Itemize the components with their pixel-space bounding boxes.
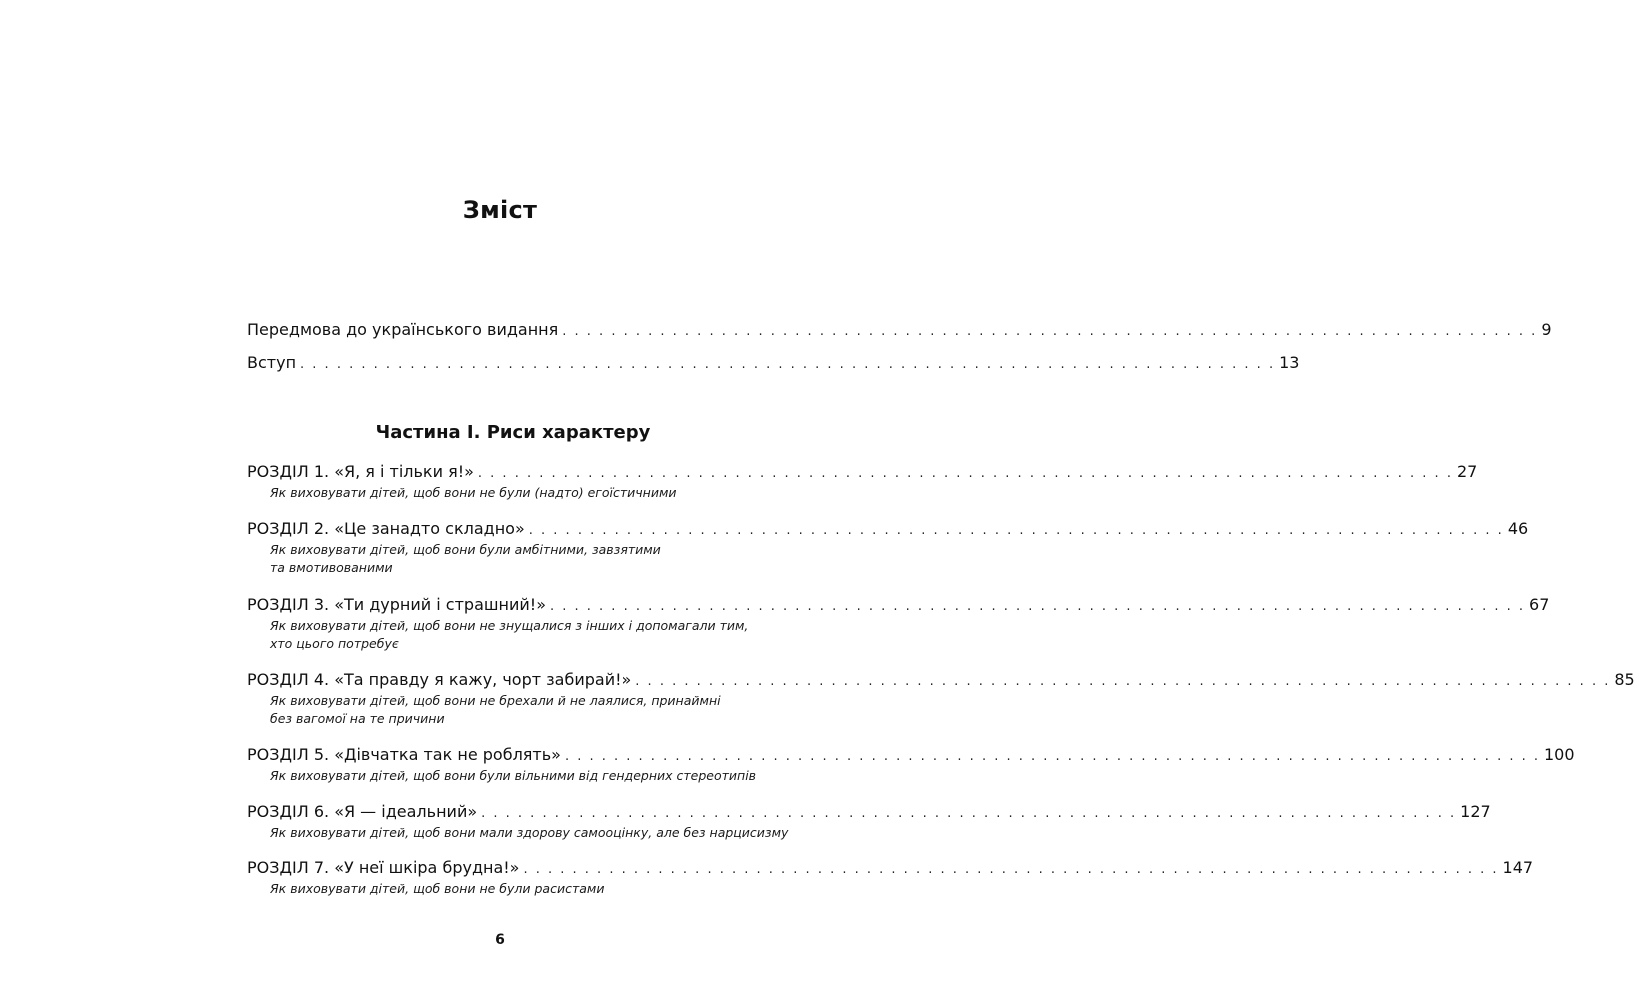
dot-leader: . . . . . . . . . . . . . . . . . . . . . . . . . . . . . . . . . . . . . . . . . . . . . . . . . . . . . . . . . . . . . . . . . . . . . . . . . . . . . . . . — [528, 523, 1504, 538]
dot-leader: . . . . . . . . . . . . . . . . . . . . . . . . . . . . . . . . . . . . . . . . . . . . . . . . . . . . . . . . . . . . . . . . . . . . . . . . . . . . . . . . — [523, 862, 1499, 877]
dot-leader: . . . . . . . . . . . . . . . . . . . . . . . . . . . . . . . . . . . . . . . . . . . . . . . . . . . . . . . . . . . . . . . . . . . . . . . . . . . . . . . . — [562, 324, 1538, 339]
toc-entry-preface[interactable] — [247, 320, 1552, 342]
toc-entry-label: РОЗДІЛ 7. «У неї шкіра брудна!» — [247, 858, 520, 877]
toc-entry-chapter-3[interactable] — [247, 595, 1550, 653]
toc-entry-label: РОЗДІЛ 2. «Це занадто складно» — [247, 519, 525, 538]
toc-entry-chapter-6[interactable] — [247, 802, 1491, 842]
toc-entry-introduction[interactable] — [247, 353, 1300, 375]
toc-entry-page: 100 — [1544, 745, 1575, 764]
dot-leader: . . . . . . . . . . . . . . . . . . . . . . . . . . . . . . . . . . . . . . . . . . . . . . . . . . . . . . . . . . . . . . . . . . . . . . . . . . . . . . . . — [564, 749, 1540, 764]
toc-entry-subtitle: Як виховувати дітей, щоб вони були вільними від гендерних стереотипів — [270, 768, 757, 783]
page-number: 6 — [495, 932, 505, 948]
toc-entry-label: Передмова до українського видання — [247, 320, 559, 339]
toc-entry-label: Вступ — [247, 353, 297, 372]
toc-entry-subtitle: Як виховувати дітей, щоб вони не були (надто) егоїстичними — [270, 485, 677, 500]
toc-entry-chapter-1[interactable] — [247, 462, 1478, 502]
toc-entry-page: 147 — [1502, 858, 1534, 877]
part-title: Частина I. Риси характеру — [375, 422, 651, 443]
dot-leader: . . . . . . . . . . . . . . . . . . . . . . . . . . . . . . . . . . . . . . . . . . . . . . . . . . . . . . . . . . . . . . . . . . . . . . . . . . . . . . . . — [481, 806, 1457, 821]
toc-entry-page: 27 — [1456, 462, 1478, 481]
toc-entry-subtitle: Як виховувати дітей, щоб вони були амбітними, завзятими та вмотивованими — [270, 542, 661, 575]
page-title: Зміст — [462, 196, 538, 224]
dot-leader: . . . . . . . . . . . . . . . . . . . . . . . . . . . . . . . . . . . . . . . . . . . . . . . . . . . . . . . . . . . . . . . . . . . . . . . . . . . . . . . . — [477, 466, 1453, 481]
toc-entry-page: 46 — [1507, 519, 1529, 538]
toc-entry-page: 67 — [1529, 595, 1550, 614]
toc-entry-chapter-4[interactable] — [247, 670, 1635, 728]
toc-entry-subtitle: Як виховувати дітей, щоб вони не знущалися з інших і допомагали тим, хто цього потребує — [270, 618, 749, 651]
toc-entry-chapter-5[interactable] — [247, 745, 1575, 785]
dot-leader: . . . . . . . . . . . . . . . . . . . . . . . . . . . . . . . . . . . . . . . . . . . . . . . . . . . . . . . . . . . . . . . . . . . . . . . . . . . . . . . . — [549, 599, 1526, 614]
toc-entry-page: 9 — [1541, 320, 1552, 339]
toc-entry-page: 85 — [1614, 670, 1635, 689]
toc-entry-chapter-7[interactable] — [247, 858, 1534, 898]
toc-entry-subtitle: Як виховувати дітей, щоб вони не були расистами — [270, 881, 605, 896]
dot-leader: . . . . . . . . . . . . . . . . . . . . . . . . . . . . . . . . . . . . . . . . . . . . . . . . . . . . . . . . . . . . . . . . . . . . . . . . . . . . . . . . — [635, 674, 1611, 689]
toc-entry-page: 13 — [1279, 353, 1300, 372]
toc-entry-label: РОЗДІЛ 4. «Та правду я кажу, чорт забирай!» — [247, 670, 632, 689]
toc-entry-chapter-2[interactable] — [247, 519, 1529, 577]
toc-entry-label: РОЗДІЛ 3. «Ти дурний і страшний!» — [247, 595, 546, 614]
toc-entry-label: РОЗДІЛ 1. «Я, я і тільки я!» — [247, 462, 474, 481]
toc-entry-subtitle: Як виховувати дітей, щоб вони не брехали й не лаялися, принаймні без вагомої на те причини — [270, 693, 721, 726]
toc-entry-label: РОЗДІЛ 6. «Я — ідеальний» — [247, 802, 478, 821]
toc-entry-subtitle: Як виховувати дітей, щоб вони мали здорову самооцінку, але без нарцисизму — [270, 825, 789, 840]
dot-leader: . . . . . . . . . . . . . . . . . . . . . . . . . . . . . . . . . . . . . . . . . . . . . . . . . . . . . . . . . . . . . . . . . . . . . . . . . . . . . . . . — [300, 357, 1276, 372]
toc-entry-page: 127 — [1460, 802, 1491, 821]
toc-entry-label: РОЗДІЛ 5. «Дівчатка так не роблять» — [247, 745, 561, 764]
